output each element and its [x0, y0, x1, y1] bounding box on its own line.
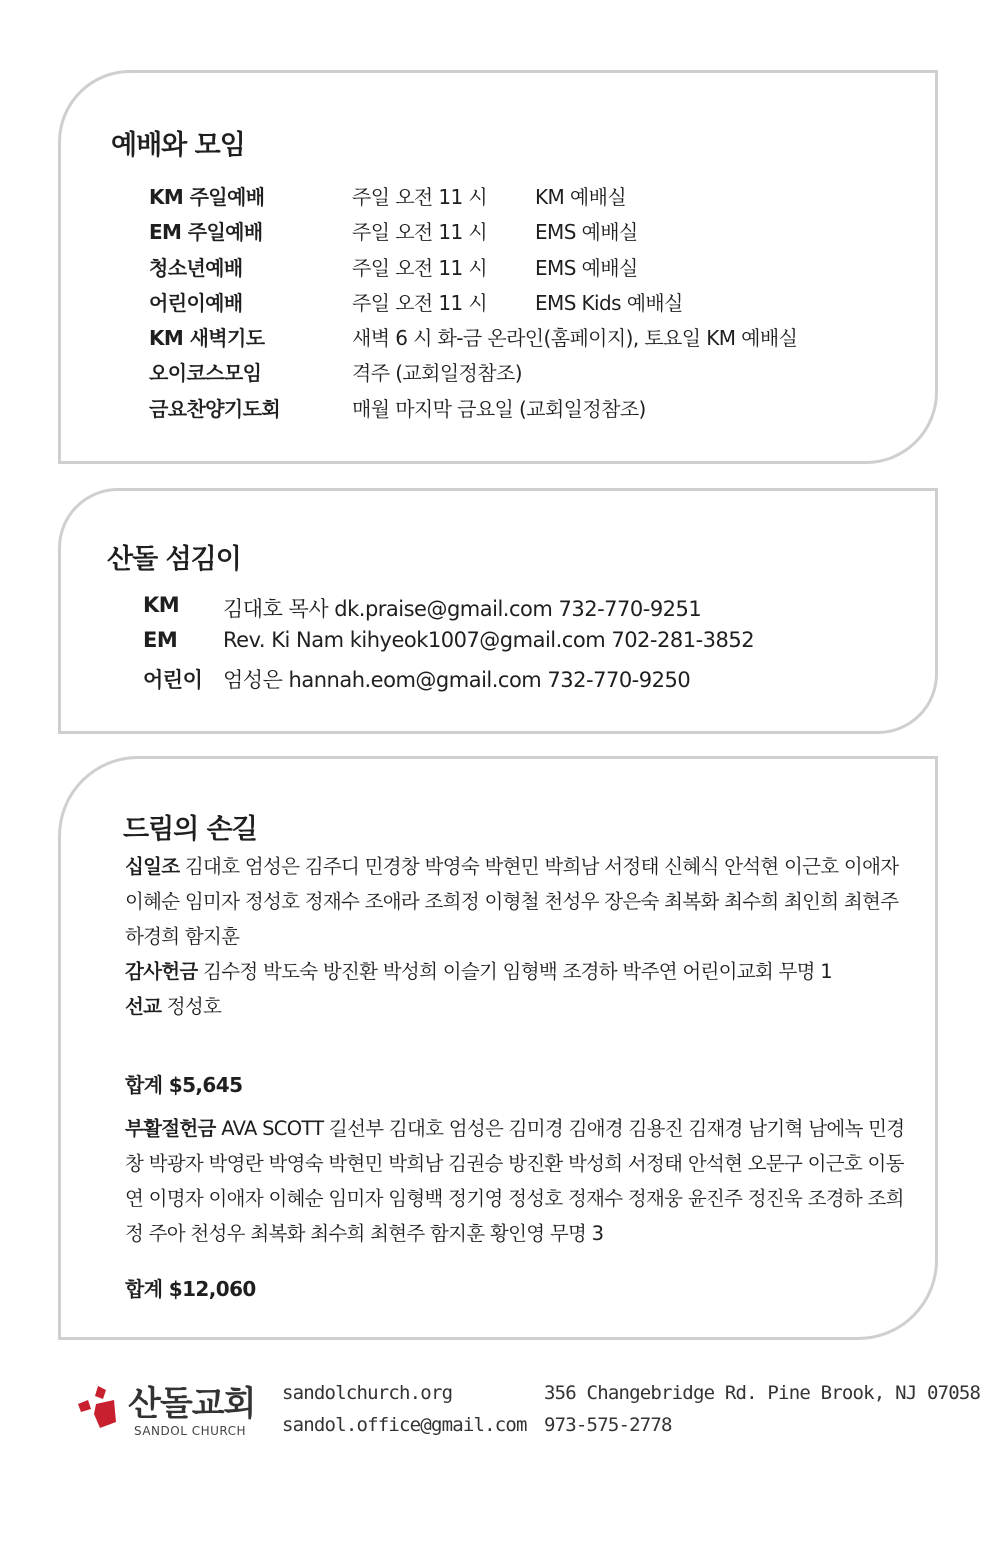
servant-dept: 어린이	[143, 668, 203, 692]
worship-name: EM 주일예배	[149, 220, 263, 244]
worship-time: 새벽 6 시 화-금 온라인(홈페이지), 토요일 KM 예배실	[352, 326, 798, 350]
worship-title: 예배와 모임	[111, 130, 245, 161]
worship-row	[149, 287, 909, 317]
thanks-label: 감사헌금	[125, 960, 198, 983]
email-link[interactable]: sandol.office@gmail.com	[282, 1414, 527, 1436]
phone-text: 973-575-2778	[544, 1414, 672, 1436]
servant-row	[143, 628, 923, 660]
worship-time: 격주 (교회일정참조)	[352, 361, 522, 385]
worship-place: EMS 예배실	[535, 220, 638, 244]
worship-time: 주일 오전 11 시	[352, 291, 488, 315]
worship-time: 매월 마지막 금요일 (교회일정참조)	[352, 397, 646, 421]
servants-title: 산돌 섬김이	[107, 544, 241, 575]
easter-names: AVA SCOTT 길선부 김대호 엄성은 김미경 김애경 김용진 김재경 남기혁 남에녹 민경창 박광자 박영란 박영숙 박현민 박희남 김권승 방진환 박성희 서정태 안석현 오문구 이근호 이동연 이명자 이애자 이혜순 임미자 임형백 정기영 정성호 정재수 정재웅 윤진주 정진욱 조경하 조희정 주아 천성우 최복화 최수희 최현주 함지훈 황인영 무명 3	[125, 1117, 905, 1245]
tithe-names: 김대호 엄성은 김주디 민경창 박영숙 박현민 박희남 서정태 신혜식 안석현 이근호 이애자 이혜순 임미자 정성호 정재수 조애라 조희정 이형철 천성우 장은숙 최복화 최수희 최인희 최현주 하경희 함지훈	[125, 855, 899, 948]
worship-row	[149, 393, 909, 423]
offering-section	[58, 756, 938, 1340]
offering-total: 합계 $5,645	[125, 1073, 243, 1097]
worship-place: EMS 예배실	[535, 256, 638, 280]
servant-dept: KM	[143, 593, 180, 617]
footer	[0, 1370, 1000, 1460]
worship-name: 금요찬양기도회	[149, 397, 281, 421]
worship-name: 청소년예배	[149, 256, 243, 280]
church-logo-icon	[76, 1384, 122, 1430]
easter-total: 합계 $12,060	[125, 1277, 256, 1301]
servant-dept: EM	[143, 628, 178, 652]
worship-name: 오이코스모임	[149, 361, 262, 385]
worship-row	[149, 181, 909, 211]
servant-info: 엄성은 hannah.eom@gmail.com 732-770-9250	[223, 668, 691, 692]
worship-time: 주일 오전 11 시	[352, 185, 488, 209]
servant-row	[143, 664, 923, 696]
servant-info: 김대호 목사 dk.praise@gmail.com 732-770-9251	[223, 597, 702, 621]
servants-section	[58, 488, 938, 734]
servant-row	[143, 593, 923, 625]
worship-time: 주일 오전 11 시	[352, 256, 488, 280]
offering-title: 드림의 손길	[123, 814, 257, 845]
mission-label: 선교	[125, 995, 162, 1018]
offering-list	[125, 849, 905, 1024]
worship-section	[58, 70, 938, 464]
worship-name: KM 새벽기도	[149, 326, 265, 350]
easter-label: 부활절헌금	[125, 1117, 216, 1140]
church-logo-subtext: SANDOL CHURCH	[134, 1424, 247, 1438]
worship-row	[149, 252, 909, 282]
worship-time: 주일 오전 11 시	[352, 220, 488, 244]
worship-place: EMS Kids 예배실	[535, 291, 683, 315]
church-logo-text: 산돌교회	[128, 1384, 256, 1424]
easter-offering-list	[125, 1111, 905, 1251]
worship-name: 어린이예배	[149, 291, 243, 315]
worship-row	[149, 322, 909, 352]
worship-place: KM 예배실	[535, 185, 627, 209]
servant-info: Rev. Ki Nam kihyeok1007@gmail.com 702-281-3852	[223, 628, 755, 652]
tithe-label: 십일조	[125, 855, 180, 878]
address-text: 356 Changebridge Rd. Pine Brook, NJ 07058	[544, 1382, 981, 1404]
thanks-names: 김수정 박도숙 방진환 박성희 이슬기 임형백 조경하 박주연 어린이교회 무명 1	[203, 960, 833, 983]
website-link[interactable]: sandolchurch.org	[282, 1382, 453, 1404]
worship-row	[149, 357, 909, 387]
worship-name: KM 주일예배	[149, 185, 265, 209]
worship-row	[149, 216, 909, 246]
mission-names: 정성호	[166, 995, 222, 1018]
